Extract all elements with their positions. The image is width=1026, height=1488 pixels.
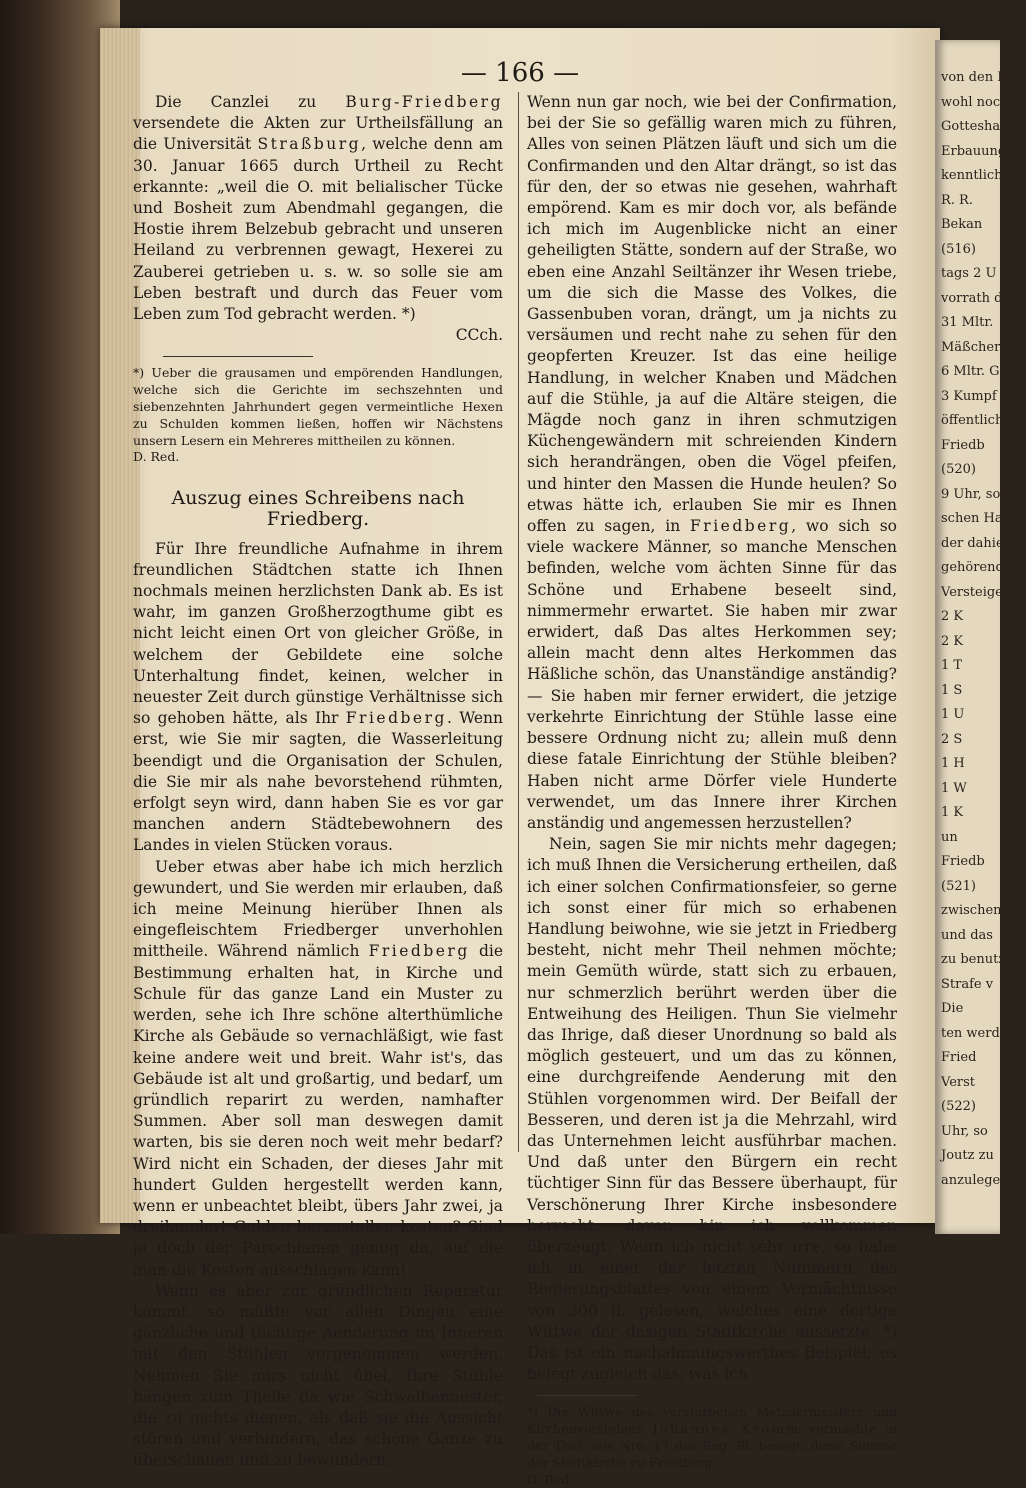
person-name: Johannes Kromm (652, 1421, 801, 1437)
next-page-fragment: R. R. (941, 192, 973, 208)
text-run: versendete die Akten zur Urtheilsfällung an die Universität (133, 114, 503, 154)
next-page-fragment: 2 K (941, 633, 964, 649)
next-page-fragment: (516) (941, 241, 976, 257)
next-page-fragment: (521) (941, 878, 976, 894)
text-run: , wo sich so viele wackere Männer, so manche Menschen befinden, welche vom ächten Sinne für das Schöne und Erhabene beseelt sind, nimmermehr erwartet. Sie haben mir zwar erwidert, daß Das altes Herkommen sey; allein macht denn altes Herkommen das Häßliche schön, das Unanständige anständig? — Sie haben mir ferner erwidert, die jetzige verkehrte Einrichtung der Stühle lasse eine bessere Ordnung nicht zu; allein muß denn diese fatale Einrichtung der Stühle bleiben? Haben nicht arme Dörfer viele Hunderte verwendet, um das Innere ihrer Kirchen anständig und angemessen herzustellen? (527, 517, 898, 832)
next-page-fragment: (520) (941, 462, 976, 477)
paragraph-canzlei (133, 92, 503, 346)
author-signature: CCch. (455, 326, 503, 345)
next-page-fragment: Verst (941, 1074, 975, 1090)
text-run: Die Canzlei zu (155, 93, 346, 111)
next-page-fragment: 2 S (941, 731, 963, 747)
next-page-fragment: ten werden (941, 1025, 1016, 1041)
text-run: die Bestimmung erhalten hat, in Kirche und Schule für das ganze Land ein Muster zu werden, sehe ich Ihre schöne alterthümliche Kirche als Gebäude so vernachläßigt, wie fast keine andere weit und breit. Wahr ist's, das Gebäude ist alt und großartig, und bedarf, um gründlich reparirt zu werden, namhafter Summen. Aber soll man deswegen damit warten, bis sie deren noch weit mehr bedarf? Wird nicht ein Schaden, der dieses Jahr mit hundert Gulden hergestellt werden kann, wenn er unbeachtet bleibt, übers Jahr zwei, ja dreihundert Gulden herzustellen kosten? Sind ja doch der Parochianen genug da, auf die man die Kosten ausschlagen kann! (133, 942, 503, 1279)
next-page-edge (935, 40, 1026, 1234)
footnote-right (527, 1404, 897, 1471)
page-number: — 166 — (460, 58, 580, 88)
next-page-fragment: 1 K (941, 805, 964, 820)
next-page-fragment: un (941, 829, 958, 845)
text-run: Wenn nun gar noch, wie bei der Confirmation, bei der Sie so gefällig waren mich zu führen, Alles von seinen Plätzen läuft und sich um die Confirmanden und den Altar drängt, so ist das für den, der so etwas nie gesehen, wahrhaft empörend. Kam es mir doch vor, als befände ich mich im Augenblicke nicht an einer geheiligten Stätte, sondern auf der Straße, wo eben eine Anzahl Seiltänzer ihr Wesen triebe, um die sich die Masse des Volkes, die Gassenbuben voran, drängt, um ja nichts zu versäumen und recht nahe zu sehen für den geopferten Kreuzer. Ist das eine heilige Handlung, in welcher Knaben und Mädchen auf die Stühle, ja auf die Altäre steigen, die Mägde noch ganz in ihren schmutzigen Küchengewändern mit schreienden Kindern sich herandrängen, oben die Vögel pfeifen, und hinter den Massen die Hunde heulen? So etwas hätte ich, erlauben Sie mir es Ihnen offen zu sagen, in (527, 93, 897, 536)
next-page-fragment: 3 Kumpf (941, 388, 997, 404)
next-page-fragment: zwischen (941, 903, 1002, 918)
text-run: *) Die Wittwe des verstorbenen Metzgermeisters und Kirchenvorstehers (527, 1404, 897, 1437)
footnote-rule (537, 1395, 637, 1396)
paragraph-reparatur: Wenn es aber zur gründlichen Reparatur kommt, so müßte vor allen Dingen eine gänzliche und tüchtige Aenderung im Inneren mit den Stühlen vorgenommen werden. Nehmen Sie mirs nicht übel, Ihre Stühle hängen zum Theile da wie Schwalbennester, die zu nichts dienen, als daß sie die Aussicht stören und verhindern, das schöne Ganze zu überschauen und zu bewundern. (133, 1281, 503, 1470)
next-page-fragment: 1 W (941, 780, 967, 796)
footnote-left-signature: D. Red. (133, 449, 180, 465)
next-page-fragment: vorrath de (941, 290, 1011, 306)
next-page-fragment: von den Bä (941, 70, 1015, 85)
next-page-fragment: Fried (941, 1050, 977, 1065)
next-page-fragment: zu benutz (941, 952, 1006, 967)
paragraph-aufnahme (133, 539, 503, 857)
column-divider (518, 92, 519, 1152)
next-page-fragment: 6 Mltr. G (941, 364, 1000, 379)
next-page-fragment: 1 T (941, 658, 963, 673)
text-run: vermachte in der That, wie Nro. 17 des Reg. Bl. besagt, diese Summe der Stadtkirche zu Friedberg. (527, 1421, 897, 1470)
next-page-fragment: (522) (941, 1099, 976, 1114)
right-column (527, 92, 897, 1488)
next-page-fragment: kenntlich sin (941, 168, 1026, 183)
next-page-fragment: Friedb (941, 437, 985, 453)
next-page-fragment: Joutz zu (941, 1148, 994, 1163)
next-page-fragment: Bekan (941, 217, 983, 232)
next-page-fragment: 31 Mltr. (941, 315, 994, 330)
place-name: Friedberg (345, 709, 447, 728)
place-name: Burg-Friedberg (345, 93, 503, 111)
next-page-fragment: der dahier (941, 535, 1010, 551)
next-page-fragment: tags 2 U (941, 266, 997, 281)
footnote-rule (163, 356, 313, 357)
next-page-fragment: schen Hause (941, 511, 1026, 526)
text-run: Für Ihre freundliche Aufnahme in ihrem freundlichen Städtchen statte ich Ihnen nochmals meinen herzlichsten Dank ab. Es ist wahr, im ganzen Großherzogthume gibt es nicht leicht einen Ort von gleicher Größe, in welchem der Gebildete eine solche Unterhaltung findet, keinen, welcher in neuester Zeit durch günstige Verhältnisse sich so gehoben hätte, als Ihr (133, 539, 503, 728)
place-name: Friedberg (690, 517, 792, 536)
text-run: Ueber etwas aber habe ich mich herzlich gewundert, und Sie werden mir erlauben, daß ich meine Meinung hierüber Ihnen als eingefleischtem Friedberger unverhohlen mittheile. Während nämlich (133, 857, 503, 961)
paragraph-nein: Nein, sagen Sie mir nichts mehr dagegen; ich muß Ihnen die Versicherung ertheilen, daß ich einer solchen Confirmationsfeier, so gerne ich sonst einer für mich so erhabenen Handlung beiwohne, wie sie jetzt in Friedberg besteht, nicht mehr Theil nehmen möchte; mein Gemüth würde, statt sich zu erbauen, nur schmerzlich berührt werden über die Entweihung des Heiligen. Thun Sie vielmehr das Ihrige, daß dieser Unordnung so bald als möglich gesteuert, und um das zu können, eine durchgreifende Aenderung mit den Stühlen vorgenommen wird. Der Beifall der Besseren, und deren ist ja die Mehrzahl, wird das Unternehmen leicht ausführbar machen. Und daß unter den Bürgern ein recht tüchtiger Sinn für das Bessere überhaupt, für Verschönerung Ihrer Kirche insbesondere herrscht, davon bin ich vollkommen überzeugt. Wenn ich nicht sehr irre, so habe ich in einer der letzten Nummern des Regierungsblattes von einem Vermächtnisse von 300 fl. gelesen, welches eine dortige Wittwe der dasigen Stadtkirche aussetzte. *) Das ist ein nachahmungswerthes Beispiel; es belegt zugleich das, was ich (527, 835, 897, 1384)
next-page-fragment: Gotteshaus (941, 119, 1016, 134)
footnote-left: *) Ueber die grausamen und empörenden Handlungen, welche sich die Gerichte im sechszehnten und siebenzehnten Jahrhundert gegen vermeintliche Hexen zu Schulden kommen ließen, hoffen wir Nächstens unsern Lesern ein Mehreres mittheilen zu können. (133, 365, 503, 448)
next-page-fragment: 1 S (941, 682, 963, 698)
next-page-fragment: Die (941, 1001, 964, 1016)
place-name: Straßburg (257, 135, 362, 154)
next-page-fragment: 9 Uhr, solle (941, 486, 1017, 502)
next-page-fragment: wohl noch (941, 94, 1009, 110)
next-page-fragment: Mäßcher (941, 339, 1001, 355)
footnote-right-signature: D. Red. (527, 1471, 574, 1487)
next-page-fragment: Strafe v (941, 976, 994, 992)
left-column (133, 92, 503, 1472)
article-heading: Auszug eines Schreibens nach Friedberg. (171, 487, 465, 531)
next-page-fragment: Uhr, so (941, 1123, 988, 1139)
next-page-fragment: 1 U (941, 707, 965, 722)
next-page-fragment: anzulege (941, 1172, 1001, 1188)
paragraph-confirmation (527, 92, 897, 834)
next-page-fragment: gehörende (941, 560, 1012, 575)
next-page-fragment: 1 H (941, 756, 965, 771)
next-page-fragment: 2 K (941, 609, 964, 624)
next-page-fragment: und das (941, 927, 993, 943)
text-run: , welche denn am 30. Januar 1665 durch Urtheil zu Recht erkannte: „weil die O. mit belialischer Tücke und Bosheit zum Abendmahl gegangen, die Hostie ihrem Belzebub gebracht und unseren Heiland zu verbrennen gewagt, Hexerei zu Zauberei getrieben u. s. w. so solle sie am Leben bestraft und durch das Feuer vom Leben zum Tod gebracht werden. *) (133, 135, 503, 324)
paragraph-ueber-etwas (133, 857, 503, 1281)
next-page-fragment: Erbauung w (941, 143, 1022, 159)
next-page-fragment: Versteigeru (941, 584, 1018, 600)
text-run: . Wenn erst, wie Sie mir sagten, die Wasserleitung beendigt und die Organisation der Schulen, die Sie mir als nahe bevorstehend rühmten, erfolgt seyn wird, dann haben Sie es vor gar manchen andern Städtebewohnern des Landes in vielen Stücken voraus. (133, 709, 503, 855)
place-name: Friedberg (368, 942, 470, 961)
next-page-fragment: öffentlich an (941, 413, 1024, 428)
next-page-fragment: Friedb (941, 854, 985, 869)
